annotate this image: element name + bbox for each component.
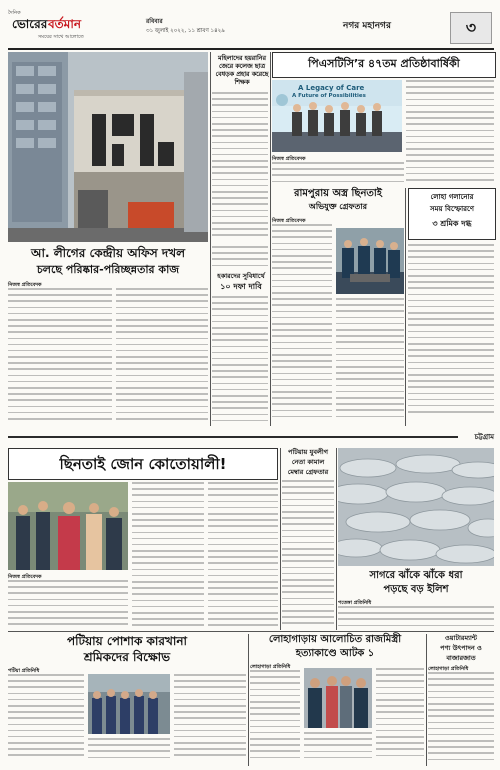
masthead-name-part2: বর্তমান bbox=[48, 17, 81, 31]
lohagara-body-2 bbox=[304, 732, 372, 766]
fire-headline-box bbox=[408, 188, 496, 240]
hilsa-body bbox=[338, 606, 494, 630]
teacher-body bbox=[212, 92, 268, 242]
rampura-byline: নিজস্ব প্রতিবেদক bbox=[272, 218, 306, 224]
hilsa-fish-photo bbox=[338, 448, 494, 566]
garment-body-2 bbox=[88, 738, 170, 766]
lohagara-headline-1: লোহাগাড়ায় আলোচিত রাজমিস্ত্রী bbox=[268, 634, 402, 645]
lohagara-byline: লোহাগাড়া প্রতিনিধি bbox=[250, 664, 291, 670]
column-rule bbox=[270, 52, 271, 426]
psts-caption-lines bbox=[272, 162, 404, 186]
vat-byline: লোহাগাড়া প্রতিনিধি bbox=[428, 666, 469, 672]
kotwali-body-2 bbox=[132, 482, 204, 630]
teacher-body-lower bbox=[212, 246, 268, 268]
fire-headline-1: লোহা গলানোর bbox=[430, 193, 474, 201]
kotwali-body-1 bbox=[8, 580, 128, 630]
page-number: ৩ bbox=[465, 18, 477, 37]
garment-protest-photo bbox=[88, 674, 170, 734]
hawker-headline-1: হকারদের সুবিধার্থে bbox=[217, 272, 265, 280]
rampura-arrest-photo bbox=[336, 228, 404, 294]
lohagara-body-3 bbox=[376, 668, 424, 766]
fire-headline-2: সময় বিস্ফোরণে bbox=[429, 205, 475, 213]
kotwali-headline-box bbox=[8, 448, 278, 480]
hawker-headline-2: ১০ দফা দাবি bbox=[220, 282, 262, 291]
masthead-weekday: রবিবার bbox=[146, 18, 163, 25]
masthead-rule bbox=[8, 48, 494, 50]
column-rule bbox=[248, 634, 249, 766]
section-divider-rule bbox=[8, 436, 458, 438]
psts-banner-text-2: A Future of Possibilities bbox=[292, 93, 366, 99]
garment-byline: পটিয়া প্রতিনিধি bbox=[8, 668, 40, 674]
psts-event-photo bbox=[272, 80, 402, 152]
vat-headline-1: ওয়াটারম্যান্ট bbox=[445, 634, 477, 642]
column-rule bbox=[280, 448, 281, 630]
lohagara-headline-2: হত্যাকাণ্ডে আটক ১ bbox=[295, 648, 375, 659]
column-rule bbox=[426, 634, 427, 766]
rampura-headline-1: রামপুরায় অস্ত্র ছিনতাই bbox=[293, 188, 383, 199]
vat-headline-3: বাজারজাত bbox=[446, 654, 476, 662]
masthead-name-part1: ভোরের bbox=[12, 17, 48, 31]
hilsa-headline-2: পড়ছে বড় ইলিশ bbox=[383, 584, 449, 595]
section-title: নগর মহানগর bbox=[343, 21, 391, 31]
garment-body-1 bbox=[8, 674, 84, 766]
office-headline-1: আ. লীগের কেন্দ্রীয় অফিস দখল bbox=[30, 246, 186, 260]
garment-headline-1: পটিয়ায় পোশাক কারখানা bbox=[66, 634, 188, 648]
garment-body-3 bbox=[174, 674, 246, 766]
office-body-2 bbox=[116, 288, 208, 424]
masthead bbox=[8, 8, 494, 48]
office-byline: নিজস্ব প্রতিবেদক bbox=[8, 282, 42, 288]
psts-headline: পিএসটিসি’র ৪৭তম প্রতিষ্ঠাবার্ষিকী bbox=[308, 57, 460, 70]
kotwali-headline: ছিনতাই জোন কোতোয়ালী! bbox=[59, 455, 227, 473]
garment-headline-2: শ্রমিকদের বিক্ষোভ bbox=[83, 650, 171, 664]
psts-banner-text-1: A Legacy of Care bbox=[298, 84, 365, 92]
lohagara-arrest-photo bbox=[304, 668, 372, 728]
column-rule bbox=[336, 448, 337, 630]
rampura-body-1 bbox=[272, 224, 332, 424]
psts-byline: নিজস্ব প্রতিবেদক bbox=[272, 156, 306, 162]
office-headline-2: চলছে পরিষ্কার-পরিচ্ছন্নতার কাজ bbox=[36, 263, 180, 276]
section-divider-label: চট্টগ্রাম bbox=[474, 433, 494, 441]
hawker-body bbox=[212, 296, 268, 424]
masthead-logo bbox=[8, 10, 118, 44]
hilsa-headline-1: সাগরে ঝাঁকে ঝাঁকে ধরা bbox=[369, 570, 463, 581]
office-body-1 bbox=[8, 288, 112, 424]
lohagara-body-1 bbox=[250, 670, 300, 766]
vat-body bbox=[428, 672, 494, 766]
column-rule bbox=[405, 188, 406, 426]
patiya-arrest-headline-2: নেতা কামাল bbox=[291, 458, 325, 466]
patiya-arrest-headline-3: মেম্বার গ্রেফতার bbox=[287, 468, 329, 476]
section-divider bbox=[8, 430, 494, 444]
horizontal-rule bbox=[8, 631, 494, 632]
masthead-date: ৩১ জুলাই ২০২২, ১১ শ্রাবণ ১৪২৯ bbox=[146, 28, 225, 34]
patiya-arrest-headline-1: পটিয়ায় যুবলীগ bbox=[288, 448, 328, 456]
masthead-slogan: সময়ের সাথে আলোতে bbox=[38, 34, 84, 40]
psts-body-right bbox=[406, 80, 494, 186]
fire-body bbox=[408, 244, 494, 424]
masthead-tagline: দৈনিক bbox=[8, 10, 21, 16]
kotwali-body-3 bbox=[208, 482, 278, 630]
vat-headline-2: পণ্য উৎপাদন ও bbox=[440, 644, 482, 652]
page-number-box bbox=[450, 12, 492, 44]
patiya-arrest-body bbox=[282, 480, 334, 630]
rampura-headline-2: অভিযুক্ত গ্রেফতার bbox=[308, 202, 368, 211]
psts-headline-box bbox=[272, 52, 496, 78]
hilsa-byline: পতেঙ্গা প্রতিনিধি bbox=[338, 600, 372, 606]
rampura-body-2 bbox=[336, 298, 404, 424]
fire-headline-3: ৩ শ্রমিক দগ্ধ bbox=[432, 219, 472, 228]
teacher-headline: মহিলাদের হয়রানির জেরে কলেজ ছাত্র বেধড়ক প্রহার করেছে শিক্ষক bbox=[215, 55, 269, 86]
column-rule bbox=[210, 52, 211, 426]
office-building-photo bbox=[8, 52, 208, 242]
kotwali-byline: নিজস্ব প্রতিবেদক bbox=[8, 574, 42, 580]
kotwali-photo bbox=[8, 482, 128, 570]
